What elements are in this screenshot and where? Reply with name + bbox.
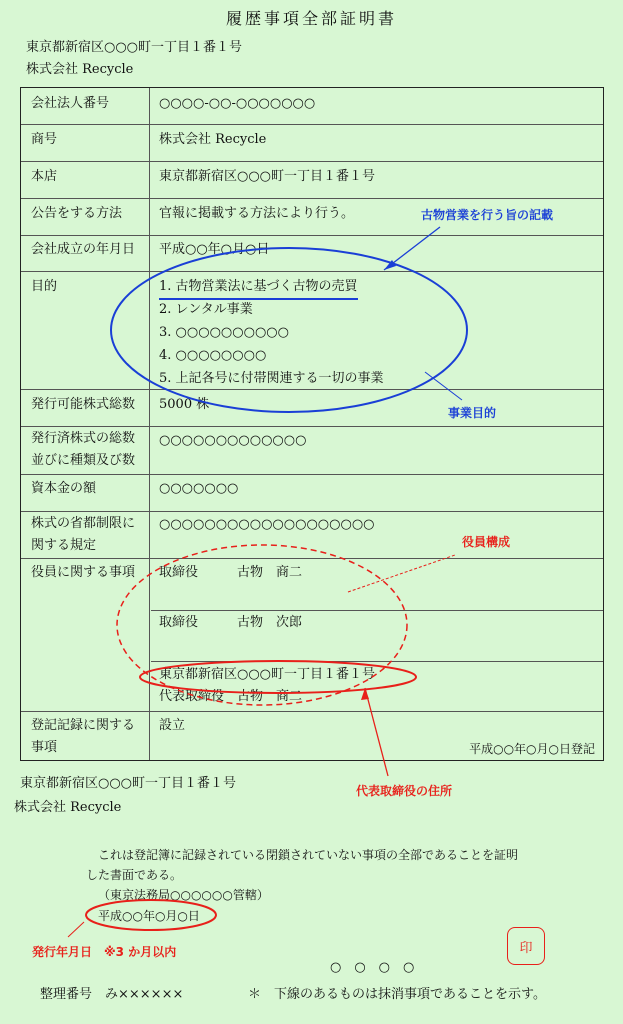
rep-director-address: 東京都新宿区○○○町一丁目１番１号 — [159, 667, 376, 682]
director-1: 取締役 古物 商二 — [159, 565, 303, 580]
value-established: 平成○○年○月○日 — [159, 242, 270, 257]
annotation-issue-date: 発行年月日 ※3 か月以内 — [32, 945, 177, 959]
label-capital: 資本金の額 — [31, 481, 97, 496]
value-head-office: 東京都新宿区○○○町一丁目１番１号 — [159, 169, 376, 184]
registrar-name: ○ ○ ○ ○ — [330, 960, 415, 975]
label-share-transfer-1: 株式の省都制限に — [31, 516, 136, 531]
annotation-kobutsu: 古物営業を行う旨の記載 — [421, 208, 554, 222]
annotation-officer-composition: 役員構成 — [462, 535, 511, 549]
purpose-item-2: 2. レンタル事業 — [159, 302, 253, 317]
value-share-transfer: ○○○○○○○○○○○○○○○○○○○ — [159, 517, 375, 532]
value-public-notice: 官報に掲載する方法により行う。 — [159, 206, 355, 221]
underline-note: ＊ 下線のあるものは抹消事項であることを示す。 — [248, 987, 546, 1002]
purpose-item-5: 5. 上記各号に付帯関連する一切の事業 — [159, 371, 384, 386]
purpose-item-4: 4. ○○○○○○○○ — [159, 348, 267, 363]
footer-address: 東京都新宿区○○○町一丁目１番１号 — [20, 776, 237, 791]
officers-dashed-ellipse — [117, 545, 407, 705]
value-authorized-shares: 5000 株 — [159, 397, 210, 412]
label-trade-name: 商号 — [31, 132, 58, 147]
reference-number: 整理番号 み×××××× — [40, 987, 184, 1002]
label-registration-1: 登記記録に関する — [31, 718, 136, 733]
officers-leader-line — [348, 555, 455, 592]
purpose-leader-line — [425, 372, 462, 400]
certification-line-2: した書面である。 — [86, 868, 183, 882]
label-head-office: 本店 — [31, 169, 58, 184]
value-trade-name: 株式会社 Recycle — [159, 132, 267, 147]
label-share-transfer-2: 関する規定 — [31, 538, 97, 553]
certification-line-1: これは登記簿に記録されている閉鎖されていない事項の全部であることを証明 — [98, 848, 519, 862]
purpose-ellipse — [111, 248, 467, 412]
label-issued-shares-2: 並びに種類及び数 — [31, 453, 136, 468]
registration-date: 平成○○年○月○日登記 — [469, 742, 595, 756]
seal-text: 印 — [519, 940, 533, 956]
purpose-item-1: 1. 古物営業法に基づく古物の売買 — [159, 276, 358, 300]
label-public-notice: 公告をする方法 — [31, 206, 123, 221]
rep-director: 代表取締役 古物 商二 — [159, 689, 303, 704]
issue-date-leader — [68, 922, 84, 937]
label-registration-2: 事項 — [31, 740, 58, 755]
issue-date-ellipse — [86, 900, 216, 930]
label-authorized-shares: 発行可能株式総数 — [31, 397, 136, 412]
director-2: 取締役 古物 次郎 — [159, 615, 303, 630]
value-registration: 設立 — [159, 718, 186, 733]
annotation-rep-address: 代表取締役の住所 — [356, 784, 453, 798]
annotation-business-purpose: 事業目的 — [448, 406, 497, 420]
footer-company: 株式会社 Recycle — [14, 800, 122, 815]
value-capital: ○○○○○○○ — [159, 481, 239, 496]
issue-date: 平成○○年○月○日 — [98, 909, 200, 923]
label-corp-number: 会社法人番号 — [31, 96, 110, 111]
purpose-item-3: 3. ○○○○○○○○○○ — [159, 325, 289, 340]
doc-title: 履歴事項全部証明書 — [225, 9, 397, 28]
header-company: 株式会社 Recycle — [26, 62, 134, 77]
label-purpose: 目的 — [31, 279, 58, 294]
rep-address-arrow — [365, 688, 388, 776]
bureau-jurisdiction: （東京法務局○○○○○○管轄） — [98, 888, 269, 902]
label-officers: 役員に関する事項 — [31, 565, 136, 580]
header-address: 東京都新宿区○○○町一丁目１番１号 — [26, 40, 243, 55]
value-corp-number: ○○○○-○○-○○○○○○○ — [159, 96, 316, 111]
label-established: 会社成立の年月日 — [31, 242, 136, 257]
label-issued-shares-1: 発行済株式の総数 — [31, 431, 136, 446]
value-issued-shares: ○○○○○○○○○○○○○ — [159, 433, 307, 448]
rep-address-ellipse — [140, 661, 416, 693]
